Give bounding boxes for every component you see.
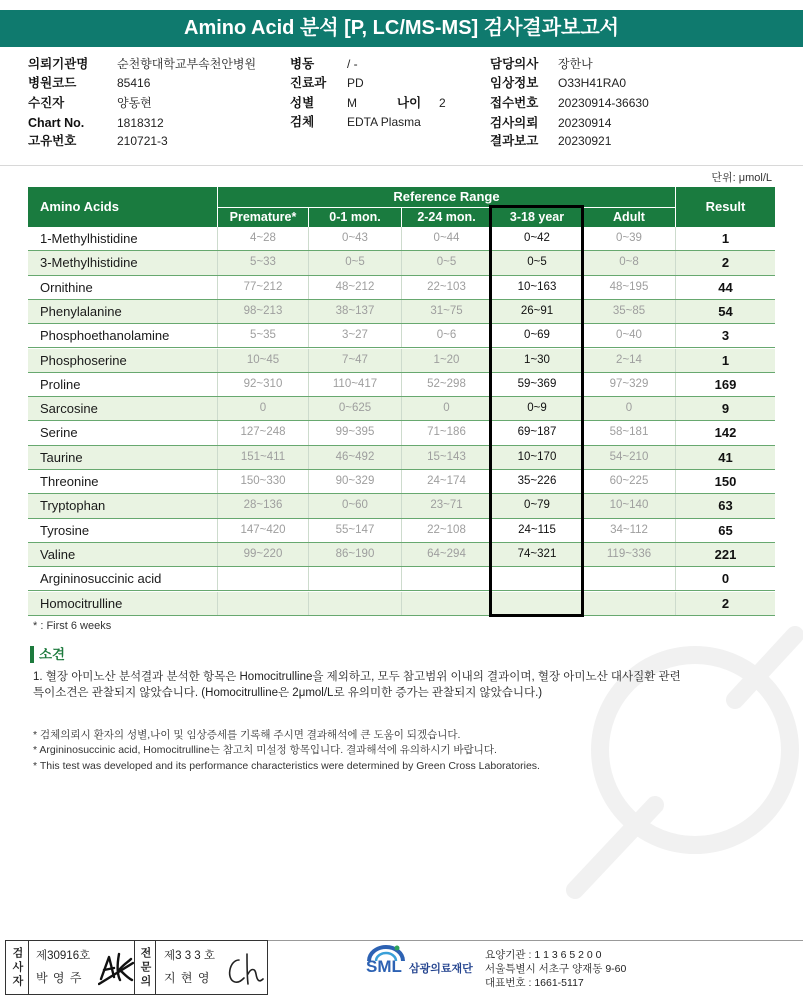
range-3-18-year: 10~163 — [491, 276, 582, 299]
result-value: 65 — [675, 519, 775, 542]
value-patient-name: 양동현 — [117, 96, 152, 110]
range-premature: 10~45 — [217, 349, 308, 372]
value-specimen: EDTA Plasma — [347, 115, 421, 129]
range-0-1-mon: 0~60 — [308, 494, 401, 517]
label-specimen: 검체 — [290, 115, 315, 129]
result-value: 0 — [675, 567, 775, 590]
value-requesting-institution: 순천향대학교부속천안병원 — [117, 57, 257, 71]
note-line: * Argininosuccinic acid, Homocitrulline는 참고치 미설정 항목입니다. 결과해석에 유의하시기 바랍니다. — [33, 744, 497, 756]
table-row — [28, 494, 775, 518]
label-age: 나이 — [397, 96, 422, 110]
value-clinical-info: O33H41RA0 — [558, 76, 627, 90]
value-request-date: 20230914 — [558, 116, 612, 130]
org-address-line: 대표번호 : 1661-5117 — [485, 977, 584, 989]
amino-acid-name: Tyrosine — [40, 522, 90, 538]
range-premature: 5~35 — [217, 324, 308, 347]
range-2-24-mon: 23~71 — [401, 494, 491, 517]
amino-acid-name: Phosphoserine — [40, 352, 127, 368]
header-result: Result — [675, 187, 775, 227]
range-0-1-mon: 0~625 — [308, 397, 401, 420]
header-3-18-year: 3-18 year — [491, 207, 582, 227]
result-value: 63 — [675, 494, 775, 517]
range-0-1-mon: 99~395 — [308, 421, 401, 444]
label-request-date: 검사의뢰 — [490, 116, 539, 130]
range-adult: 10~140 — [582, 494, 675, 517]
amino-acid-name: Serine — [40, 425, 78, 441]
label-report-date: 결과보고 — [490, 134, 539, 148]
range-0-1-mon: 46~492 — [308, 446, 401, 469]
amino-acid-name: Argininosuccinic acid — [40, 571, 162, 587]
label-sex: 성별 — [290, 96, 315, 110]
table-row — [28, 324, 775, 348]
org-address-line: 서울특별시 서초구 양재동 9-60 — [485, 963, 627, 975]
result-value: 150 — [675, 470, 775, 493]
result-value: 1 — [675, 349, 775, 372]
range-3-18-year: 24~115 — [491, 519, 582, 542]
opinion-line: 1. 혈장 아미노산 분석결과 분석한 항목은 Homocitrulline을 제외하고, 모두 참고범위 이내의 결과이며, 혈장 아미노산 대사질환 관련 — [33, 671, 681, 683]
range-adult — [582, 592, 675, 615]
table-row — [28, 567, 775, 591]
label-hospital-code: 병원코드 — [28, 76, 77, 90]
range-3-18-year: 0~5 — [491, 251, 582, 274]
table-row — [28, 470, 775, 494]
label-patient-name: 수진자 — [28, 96, 65, 110]
table-row — [28, 519, 775, 543]
table-row — [28, 251, 775, 275]
range-2-24-mon: 52~298 — [401, 373, 491, 396]
org-logo-text: SML — [366, 957, 402, 976]
range-premature: 98~213 — [217, 300, 308, 323]
range-3-18-year: 0~79 — [491, 494, 582, 517]
amino-acid-name: Sarcosine — [40, 401, 98, 417]
table-row — [28, 592, 775, 616]
value-hospital-code: 85416 — [117, 76, 151, 90]
range-adult: 0~40 — [582, 324, 675, 347]
report-title: Amino Acid 분석 [P, LC/MS-MS] 검사결과보고서 — [0, 10, 803, 47]
result-value: 9 — [675, 397, 775, 420]
range-2-24-mon: 1~20 — [401, 349, 491, 372]
range-0-1-mon: 38~137 — [308, 300, 401, 323]
range-0-1-mon: 110~417 — [308, 373, 401, 396]
value-age: 2 — [439, 96, 446, 110]
range-premature: 0 — [217, 397, 308, 420]
result-value: 221 — [675, 543, 775, 566]
range-0-1-mon — [308, 567, 401, 590]
range-premature — [217, 567, 308, 590]
result-value: 142 — [675, 421, 775, 444]
result-value: 1 — [675, 227, 775, 250]
range-premature: 127~248 — [217, 421, 308, 444]
range-2-24-mon: 0~44 — [401, 227, 491, 250]
range-2-24-mon: 22~103 — [401, 276, 491, 299]
examiner-license: 제30916호 — [36, 950, 91, 962]
range-3-18-year: 69~187 — [491, 421, 582, 444]
note-line: * This test was developed and its performance characteristics were determined by Green Cross Laboratories. — [33, 760, 540, 772]
range-premature: 151~411 — [217, 446, 308, 469]
amino-acid-name: Threonine — [40, 474, 99, 489]
table-row — [28, 543, 775, 567]
range-2-24-mon: 31~75 — [401, 300, 491, 323]
range-adult: 0 — [582, 397, 675, 420]
range-0-1-mon: 3~27 — [308, 324, 401, 347]
result-value: 44 — [675, 276, 775, 299]
range-adult: 97~329 — [582, 373, 675, 396]
range-3-18-year — [491, 567, 582, 590]
result-value: 2 — [675, 251, 775, 274]
specialist-label: 전문의 — [139, 946, 151, 989]
range-adult: 119~336 — [582, 543, 675, 566]
amino-acid-name: Homocitrulline — [40, 595, 123, 611]
value-report-date: 20230921 — [558, 134, 612, 148]
range-2-24-mon: 22~108 — [401, 519, 491, 542]
header-0-1-mon: 0-1 mon. — [308, 207, 401, 227]
range-premature: 4~28 — [217, 227, 308, 250]
range-2-24-mon: 0 — [401, 397, 491, 420]
range-2-24-mon: 24~174 — [401, 470, 491, 493]
label-department: 진료과 — [290, 76, 327, 90]
label-requesting-institution: 의뢰기관명 — [28, 57, 89, 71]
examiner-label-cell — [6, 941, 29, 994]
range-3-18-year: 59~369 — [491, 373, 582, 396]
unit-label: 단위: μmol/L — [711, 172, 772, 184]
table-row — [28, 227, 775, 251]
range-0-1-mon: 7~47 — [308, 349, 401, 372]
range-premature: 147~420 — [217, 519, 308, 542]
range-adult: 60~225 — [582, 470, 675, 493]
note-line: * 검체의뢰시 환자의 성별,나이 및 임상증세를 기록해 주시면 결과해석에 큰 도움이 되겠습니다. — [33, 729, 461, 741]
examiner-signature — [98, 949, 134, 987]
label-physician: 담당의사 — [490, 57, 539, 71]
range-2-24-mon: 15~143 — [401, 446, 491, 469]
range-2-24-mon: 0~5 — [401, 251, 491, 274]
range-adult: 48~195 — [582, 276, 675, 299]
value-physician: 장한나 — [558, 57, 593, 71]
range-0-1-mon: 0~43 — [308, 227, 401, 250]
range-0-1-mon: 90~329 — [308, 470, 401, 493]
value-department: PD — [347, 76, 364, 90]
amino-acid-name: Ornithine — [40, 279, 93, 295]
amino-acid-name: Tryptophan — [40, 498, 106, 514]
label-ward: 병동 — [290, 57, 315, 71]
table-row — [28, 446, 775, 470]
range-0-1-mon: 86~190 — [308, 543, 401, 566]
range-3-18-year: 0~9 — [491, 397, 582, 420]
range-adult: 0~39 — [582, 227, 675, 250]
org-address-line: 요양기관 : 1 1 3 6 5 2 0 0 — [485, 949, 602, 961]
table-row — [28, 276, 775, 300]
range-adult: 34~112 — [582, 519, 675, 542]
opinion-accent-bar — [30, 646, 34, 663]
value-accession-no: 20230914-36630 — [558, 96, 649, 110]
range-3-18-year: 35~226 — [491, 470, 582, 493]
opinion-heading: 소견 — [39, 647, 66, 662]
range-adult: 35~85 — [582, 300, 675, 323]
value-sex: M — [347, 96, 357, 110]
result-value: 54 — [675, 300, 775, 323]
range-3-18-year: 1~30 — [491, 349, 582, 372]
specialist-signature — [224, 951, 264, 987]
range-3-18-year: 74~321 — [491, 543, 582, 566]
range-2-24-mon: 71~186 — [401, 421, 491, 444]
amino-acid-name: Taurine — [40, 449, 83, 465]
range-2-24-mon — [401, 567, 491, 590]
range-premature: 77~212 — [217, 276, 308, 299]
range-2-24-mon: 0~6 — [401, 324, 491, 347]
value-ward: / - — [347, 57, 358, 71]
table-row — [28, 397, 775, 421]
label-accession-no: 접수번호 — [490, 96, 539, 110]
signature-box — [5, 940, 268, 995]
result-value: 41 — [675, 446, 775, 469]
range-2-24-mon: 64~294 — [401, 543, 491, 566]
amino-acid-name: Valine — [40, 546, 76, 562]
value-unique-no: 210721-3 — [117, 134, 168, 148]
specialist-name: 지 현 영 — [164, 971, 211, 985]
range-premature: 92~310 — [217, 373, 308, 396]
amino-acid-name: Phosphoethanolamine — [40, 328, 170, 344]
table-row — [28, 421, 775, 445]
amino-acid-name: Proline — [40, 376, 81, 392]
result-value: 169 — [675, 373, 775, 396]
range-0-1-mon — [308, 592, 401, 615]
range-adult: 2~14 — [582, 349, 675, 372]
range-premature: 5~33 — [217, 251, 308, 274]
premature-footnote: * : First 6 weeks — [33, 620, 112, 632]
table-row — [28, 300, 775, 324]
range-adult: 0~8 — [582, 251, 675, 274]
range-premature: 28~136 — [217, 494, 308, 517]
range-3-18-year — [491, 592, 582, 615]
range-3-18-year: 0~42 — [491, 227, 582, 250]
range-0-1-mon: 55~147 — [308, 519, 401, 542]
range-3-18-year: 0~69 — [491, 324, 582, 347]
amino-acid-name: 3-Methylhistidine — [40, 255, 138, 271]
table-row — [28, 349, 775, 373]
table-row — [28, 373, 775, 397]
label-unique-no: 고유번호 — [28, 134, 77, 148]
amino-acid-name: Phenylalanine — [40, 303, 122, 319]
label-clinical-info: 임상정보 — [490, 76, 539, 90]
result-value: 3 — [675, 324, 775, 347]
range-0-1-mon: 48~212 — [308, 276, 401, 299]
range-3-18-year: 26~91 — [491, 300, 582, 323]
org-name: 삼광의료재단 — [409, 963, 473, 975]
header-reference-range: Reference Range — [217, 187, 675, 207]
range-premature: 99~220 — [217, 543, 308, 566]
amino-acid-name: 1-Methylhistidine — [40, 231, 138, 246]
range-adult: 58~181 — [582, 421, 675, 444]
header-premature: Premature* — [217, 207, 308, 227]
amino-acid-table-body — [28, 227, 775, 616]
range-3-18-year: 10~170 — [491, 446, 582, 469]
result-value: 2 — [675, 592, 775, 615]
opinion-line: 특이소견은 관찰되지 않았습니다. (Homocitrulline은 2μmol/L로 유의미한 증가는 관찰되지 않았습니다.) — [33, 687, 543, 699]
header-amino-acids: Amino Acids — [28, 187, 217, 227]
examiner-label: 검사자 — [11, 946, 23, 989]
range-0-1-mon: 0~5 — [308, 251, 401, 274]
specialist-license: 제3 3 3 호 — [164, 950, 215, 962]
header-adult: Adult — [582, 207, 675, 227]
header-2-24-mon: 2-24 mon. — [401, 207, 491, 227]
value-chart-no: 1818312 — [117, 116, 164, 130]
watermark-graphic — [545, 590, 803, 930]
range-adult — [582, 567, 675, 590]
examiner-name: 박 영 주 — [36, 971, 83, 985]
divider — [0, 165, 803, 166]
range-2-24-mon — [401, 592, 491, 615]
specialist-label-cell — [134, 941, 156, 994]
range-premature: 150~330 — [217, 470, 308, 493]
range-premature — [217, 592, 308, 615]
label-chart-no: Chart No. — [28, 116, 85, 130]
range-adult: 54~210 — [582, 446, 675, 469]
